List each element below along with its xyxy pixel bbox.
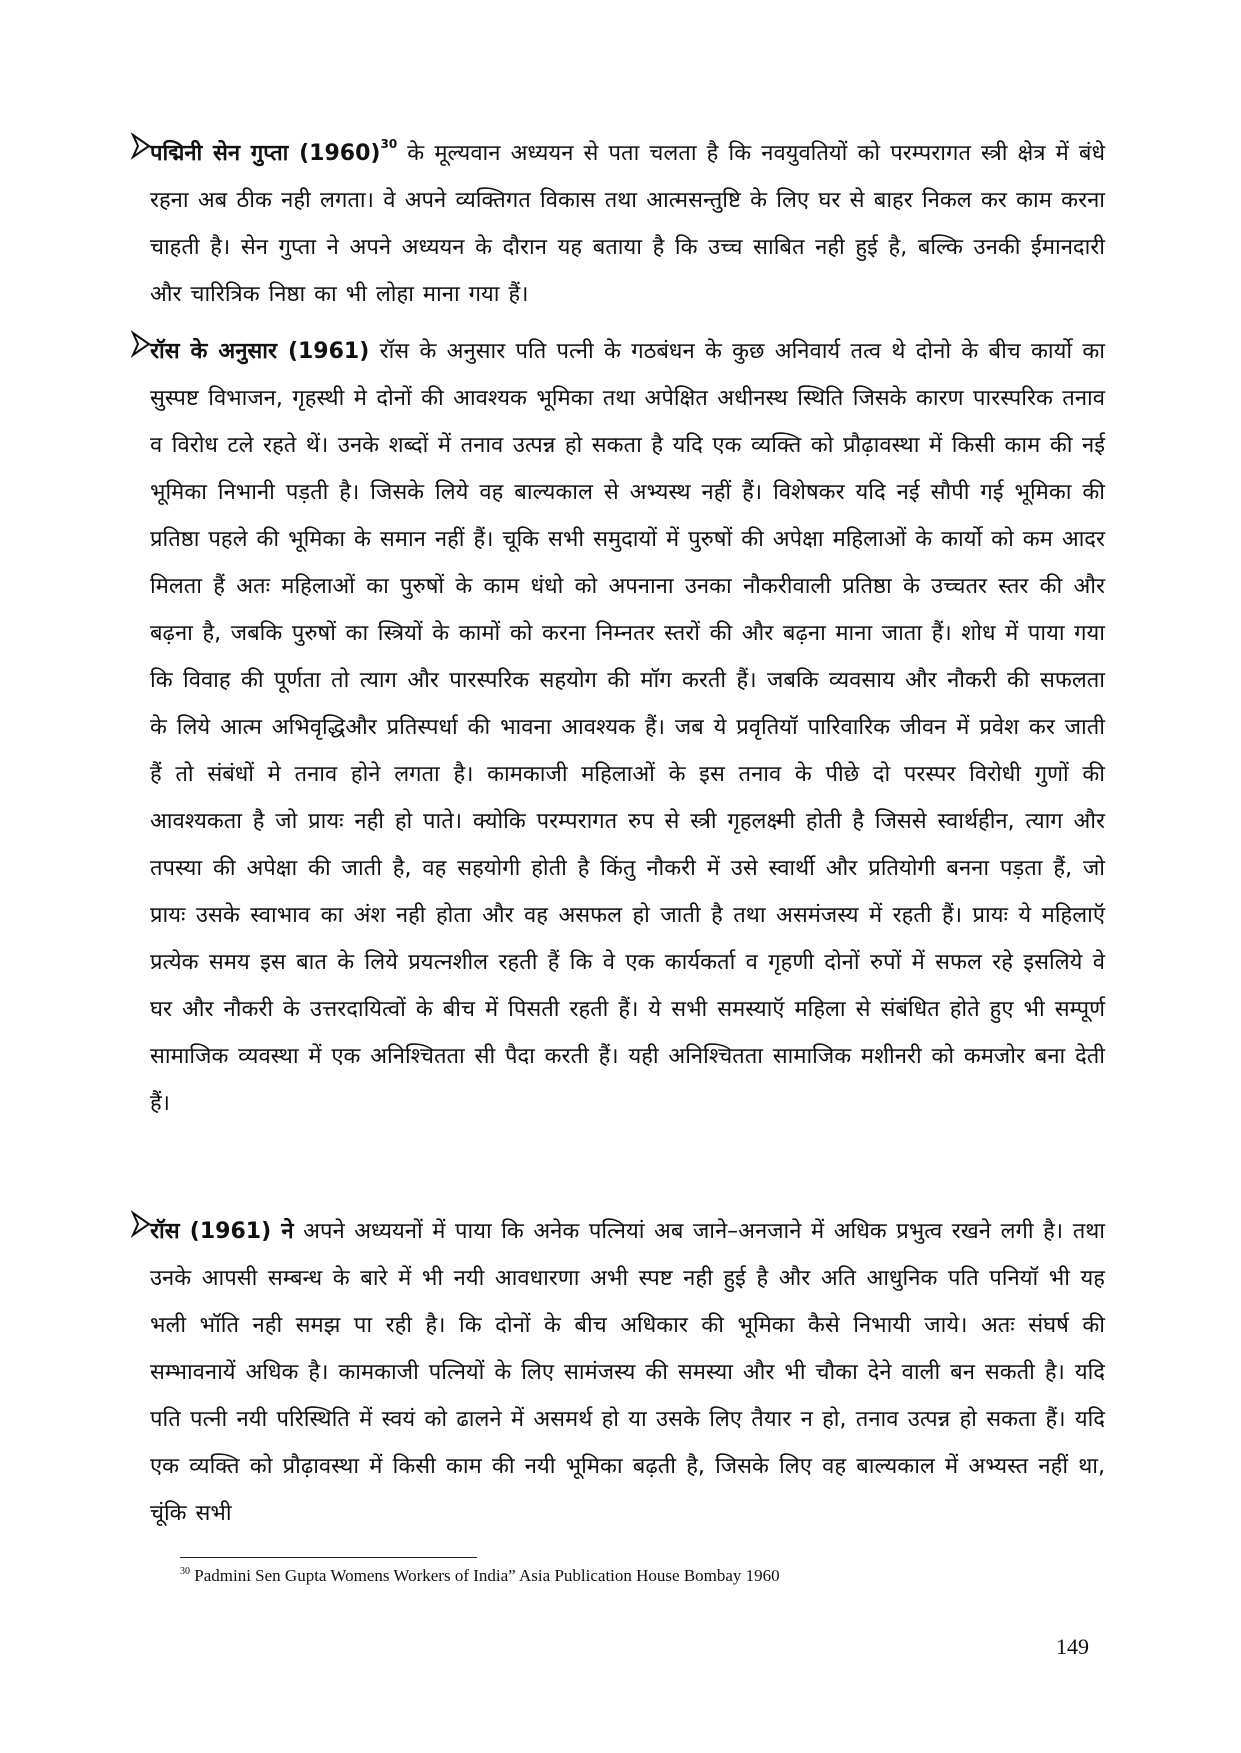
paragraph-text: के मूल्यवान अध्ययन से पता चलता है कि नवयुवतियों को परम्परागत स्त्री क्षेत्र में बंधे रहना अब ठीक नही लगता। वे अपने व्यक्तिगत विकास तथा आत्मसन्तुष्टि के लिए घर से बाहर निकल कर काम करना चाहती है। सेन गुप्ता ने अपने अध्ययन के दौरान यह बताया है कि उच्च साबित नही हुई है, बल्कि उनकी ईमानदारी और चारित्रिक निष्ठा का भी लोहा माना गया हैं।: [150, 141, 1105, 307]
paragraph-lead: रॉस के अनुसार (1961): [150, 339, 370, 364]
bullet-item-padmini: [150, 130, 1105, 318]
paragraph: [150, 130, 1105, 318]
bullet-item-ross-according: [150, 328, 1105, 1127]
paragraph-text: अपने अध्ययनों में पाया कि अनेक पत्नियां अब जाने–अनजाने में अधिक प्रभुत्व रखने लगी है। तथा उनके आपसी सम्बन्ध के बारे में भी नयी आवधारणा अभी स्पष्ट नही हुई है और अति आधुनिक पति पनियॉ भी यह भली भॉति नही समझ पा रही है। कि दोनों के बीच अधिकार की भूमिका कैसे निभायी जाये। अतः संघर्ष की सम्भावनायें अधिक है। कामकाजी पत्नियों के लिए सामंजस्य की समस्या और भी चौका देने वाली बन सकती है। यदि पति पत्नी नयी परिस्थिति में स्वयं को ढालने में असमर्थ हो या उसके लिए तैयार न हो, तनाव उत्पन्न हो सकता हैं। यदि एक व्यक्ति को प्रौढ़ावस्था में किसी काम की नयी भूमिका बढ़ती है, जिसके लिए वह बाल्यकाल में अभ्यस्त नहीं था, चूंकि सभी: [150, 1219, 1106, 1526]
footnote-ref: 30: [380, 137, 398, 151]
paragraph-lead: रॉस (1961) ने: [150, 1219, 294, 1244]
paragraph-text: रॉस के अनुसार पति पत्नी के गठबंधन के कुछ अनिवार्य तत्व थे दोनो के बीच कार्यो का सुस्पष्ट विभाजन, गृहस्थी मे दोनों की आवश्यक भूमिका तथा अपेक्षित अधीनस्थ स्थिति जिसके कारण पारस्परिक तनाव व विरोध टले रहते थें। उनके शब्दों में तनाव उत्पन्न हो सकता है यदि एक व्यक्ति को प्रौढ़ावस्था में किसी काम की नई भूमिका निभानी पड़ती है। जिसके लिये वह बाल्यकाल से अभ्यस्थ नहीं हैं। विशेषकर यदि नई सौपी गई भूमिका की प्रतिष्ठा पहले की भूमिका के समान नहीं हैं। चूकि सभी समुदायों में पुरुषों की अपेक्षा महिलाओं के कार्यो को कम आदर मिलता हैं अतः महिलाओं का पुरुषों के काम धंधो को अपनाना उनका नौकरीवाली प्रतिष्ठा के उच्चतर स्तर की और बढ़ना है, जबकि पुरुषों का स्त्रियों के कामों को करना निम्नतर स्तरों की और बढ़ना माना जाता हैं। शोध में पाया गया कि विवाह की पूर्णता तो त्याग और पारस्परिक सहयोग की मॉग करती हैं। जबकि व्यवसाय और नौकरी की सफलता के लिये आत्म अभिवृद्धिऔर प्रतिस्पर्धा की भावना आवश्यक हैं। जब ये प्रवृतियॉ पारिवारिक जीवन में प्रवेश कर जाती हैं तो संबंधों मे तनाव होने लगता है। कामकाजी महिलाओं के इस तनाव के पीछे दो परस्पर विरोधी गुणों की आवश्यकता है जो प्रायः नही हो पाते। क्योकि परम्परागत रुप से स्त्री गृहलक्ष्मी होती है जिससे स्वार्थहीन, त्याग और तपस्या की अपेक्षा की जाती है, वह सहयोगी होती है किंतु नौकरी में उसे स्वार्थी और प्रतियोगी बनना पड़ता हैं, जो प्रायः उसके स्वाभाव का अंश नही होता और वह असफल हो जाती है तथा असमंजस्य में रहती हैं। प्रायः ये महिलाऍ प्रत्येक समय इस बात के लिये प्रयत्नशील रहती हैं कि वे एक कार्यकर्ता व गृहणी दोनों रुपों में सफल रहे इसलिये वे घर और नौकरी के उत्तरदायित्वों के बीच में पिसती रहती हैं। ये सभी समस्याऍ महिला से संबंधित होते हुए भी सम्पूर्ण सामाजिक व्यवस्था में एक अनिश्चितता सी पैदा करती हैं। यही अनिश्चितता सामाजिक मशीनरी को कमजोर बना देती हैं।: [150, 339, 1105, 1116]
footnote: [180, 1566, 780, 1586]
footnote-number: 30: [180, 1566, 190, 1577]
footnote-divider: [180, 1557, 477, 1558]
paragraph-lead: पद्मिनी सेन गुप्ता (1960): [150, 141, 381, 166]
paragraph: [150, 1208, 1105, 1537]
arrow-bullet-icon: [130, 1210, 152, 1238]
bullet-item-ross-study: [150, 1208, 1105, 1537]
arrow-bullet-icon: [130, 330, 152, 358]
arrow-bullet-icon: [130, 132, 152, 160]
page-number: 149: [1056, 1634, 1089, 1659]
paragraph: [150, 328, 1105, 1127]
footnote-text: Padmini Sen Gupta Womens Workers of India” Asia Publication House Bombay 1960: [190, 1566, 780, 1585]
